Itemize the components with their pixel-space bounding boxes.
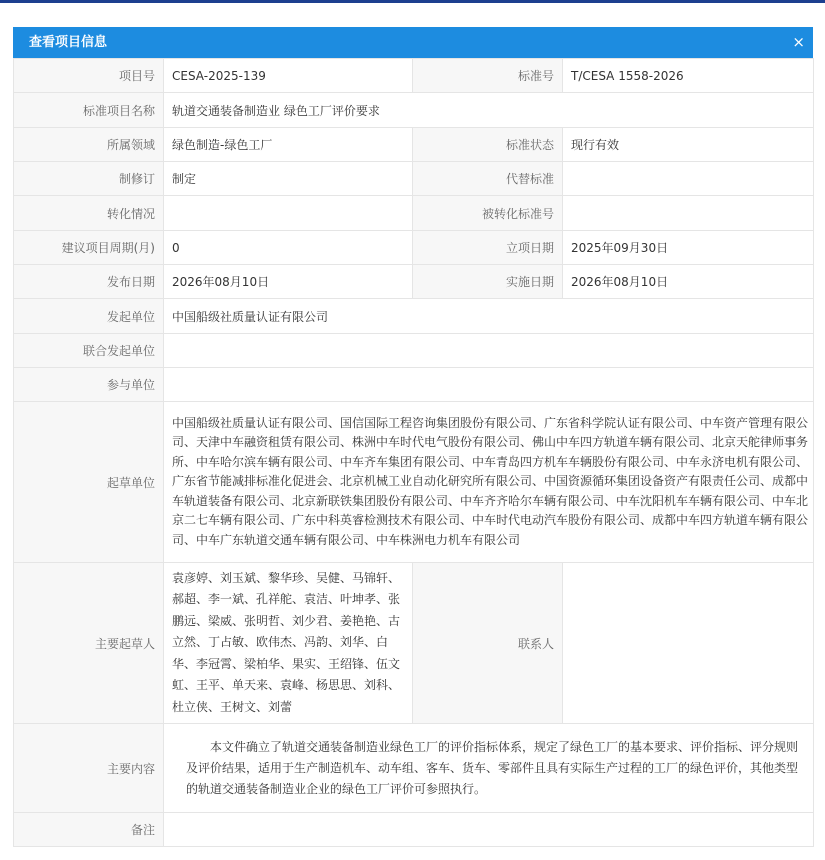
- dialog-title: 查看项目信息: [29, 35, 108, 50]
- approval-date-label: 立项日期: [413, 231, 563, 265]
- initiator-value: 中国船级社质量认证有限公司: [164, 299, 814, 334]
- table-row: [14, 724, 814, 813]
- revision-value: 制定: [164, 162, 413, 196]
- project-info-table: [13, 58, 814, 847]
- table-row: [14, 231, 814, 265]
- remarks-label: 备注: [14, 813, 164, 847]
- domain-value: 绿色制造-绿色工厂: [164, 128, 413, 162]
- converted-no-label: 被转化标准号: [413, 196, 563, 231]
- domain-label: 所属领域: [14, 128, 164, 162]
- table-row: [14, 162, 814, 196]
- table-row: [14, 128, 814, 162]
- drafting-units-value: 中国船级社质量认证有限公司、国信国际工程咨询集团股份有限公司、广东省科学院认证有限公司、中车资产管理有限公司、天津中车融资租赁有限公司、株洲中车时代电气股份有限公司、佛山中车四方轨道车辆有限公司、北京天舵律师事务所、中车哈尔滨车辆有限公司、中车齐车集团有限公司、中车青岛四方机车车辆股份有限公司、中车永济电机有限公司、广东省节能减排标准化促进会、北京机械工业自动化研究所有限公司、中国资源循环集团设备资产有限责任公司、成都中车轨道装备有限公司、北京新联铁集团股份有限公司、中车齐齐哈尔车辆有限公司、中车沈阳机车车辆有限公司、中车北京二七车辆有限公司、广东中科英睿检测技术有限公司、中车时代电动汽车股份有限公司、成都中车四方轨道车辆有限公司、中车广东轨道交通车辆有限公司、中车株洲电力机车有限公司: [164, 402, 814, 563]
- co-initiator-value: [164, 334, 814, 368]
- main-content-label: 主要内容: [14, 724, 164, 813]
- publish-date-value: 2026年08月10日: [164, 265, 413, 299]
- project-no-label: 项目号: [14, 59, 164, 93]
- table-row: [14, 299, 814, 334]
- main-content-value: 本文件确立了轨道交通装备制造业绿色工厂的评价指标体系，规定了绿色工厂的基本要求、评价指标、评分规则及评价结果，适用于生产制造机车、动车组、客车、货车、零部件且具有实际生产过程的工厂的绿色评价，其他类型的轨道交通装备制造业企业的绿色工厂评价可参照执行。: [186, 739, 799, 796]
- revision-label: 制修订: [14, 162, 164, 196]
- remarks-value: [164, 813, 814, 847]
- table-row: [14, 93, 814, 128]
- contact-value: [563, 563, 814, 724]
- project-name-label: 标准项目名称: [14, 93, 164, 128]
- table-row: [14, 334, 814, 368]
- table-row: [14, 196, 814, 231]
- project-name-value: 轨道交通装备制造业 绿色工厂评价要求: [164, 93, 814, 128]
- status-label: 标准状态: [413, 128, 563, 162]
- replaces-value: [563, 162, 814, 196]
- participants-label: 参与单位: [14, 368, 164, 402]
- standard-no-value: T/CESA 1558-2026: [563, 59, 814, 93]
- cycle-label: 建议项目周期(月): [14, 231, 164, 265]
- co-initiator-label: 联合发起单位: [14, 334, 164, 368]
- dialog-header: [13, 27, 813, 58]
- participants-value: [164, 368, 814, 402]
- main-drafters-label: 主要起草人: [14, 563, 164, 724]
- table-row: [14, 402, 814, 563]
- effective-date-label: 实施日期: [413, 265, 563, 299]
- drafting-units-label: 起草单位: [14, 402, 164, 563]
- conversion-label: 转化情况: [14, 196, 164, 231]
- top-accent-line: [0, 0, 825, 3]
- converted-no-value: [563, 196, 814, 231]
- replaces-label: 代替标准: [413, 162, 563, 196]
- effective-date-value: 2026年08月10日: [563, 265, 814, 299]
- table-row: [14, 265, 814, 299]
- conversion-value: [164, 196, 413, 231]
- initiator-label: 发起单位: [14, 299, 164, 334]
- main-drafters-value: 袁彦婷、刘玉斌、黎华珍、吴健、马锦轩、郝超、李一斌、孔祥舵、袁洁、叶坤孝、张鹏远、梁威、张明哲、刘少君、姜艳艳、古立然、丁占敏、欧伟杰、冯韵、刘华、白华、李冠霄、梁柏华、果实、王绍锋、伍文虹、王平、单天来、袁峰、杨思思、刘科、杜立侠、王树文、刘蕾: [164, 563, 413, 724]
- publish-date-label: 发布日期: [14, 265, 164, 299]
- contact-label: 联系人: [413, 563, 563, 724]
- close-icon[interactable]: ×: [792, 33, 805, 51]
- table-row: [14, 59, 814, 93]
- table-row: [14, 813, 814, 847]
- project-info-dialog: [13, 27, 813, 860]
- status-value: 现行有效: [563, 128, 814, 162]
- cycle-value: 0: [164, 231, 413, 265]
- table-row: [14, 563, 814, 724]
- table-row: [14, 368, 814, 402]
- main-content-cell: [164, 724, 814, 813]
- standard-no-label: 标准号: [413, 59, 563, 93]
- project-no-value: CESA-2025-139: [164, 59, 413, 93]
- approval-date-value: 2025年09月30日: [563, 231, 814, 265]
